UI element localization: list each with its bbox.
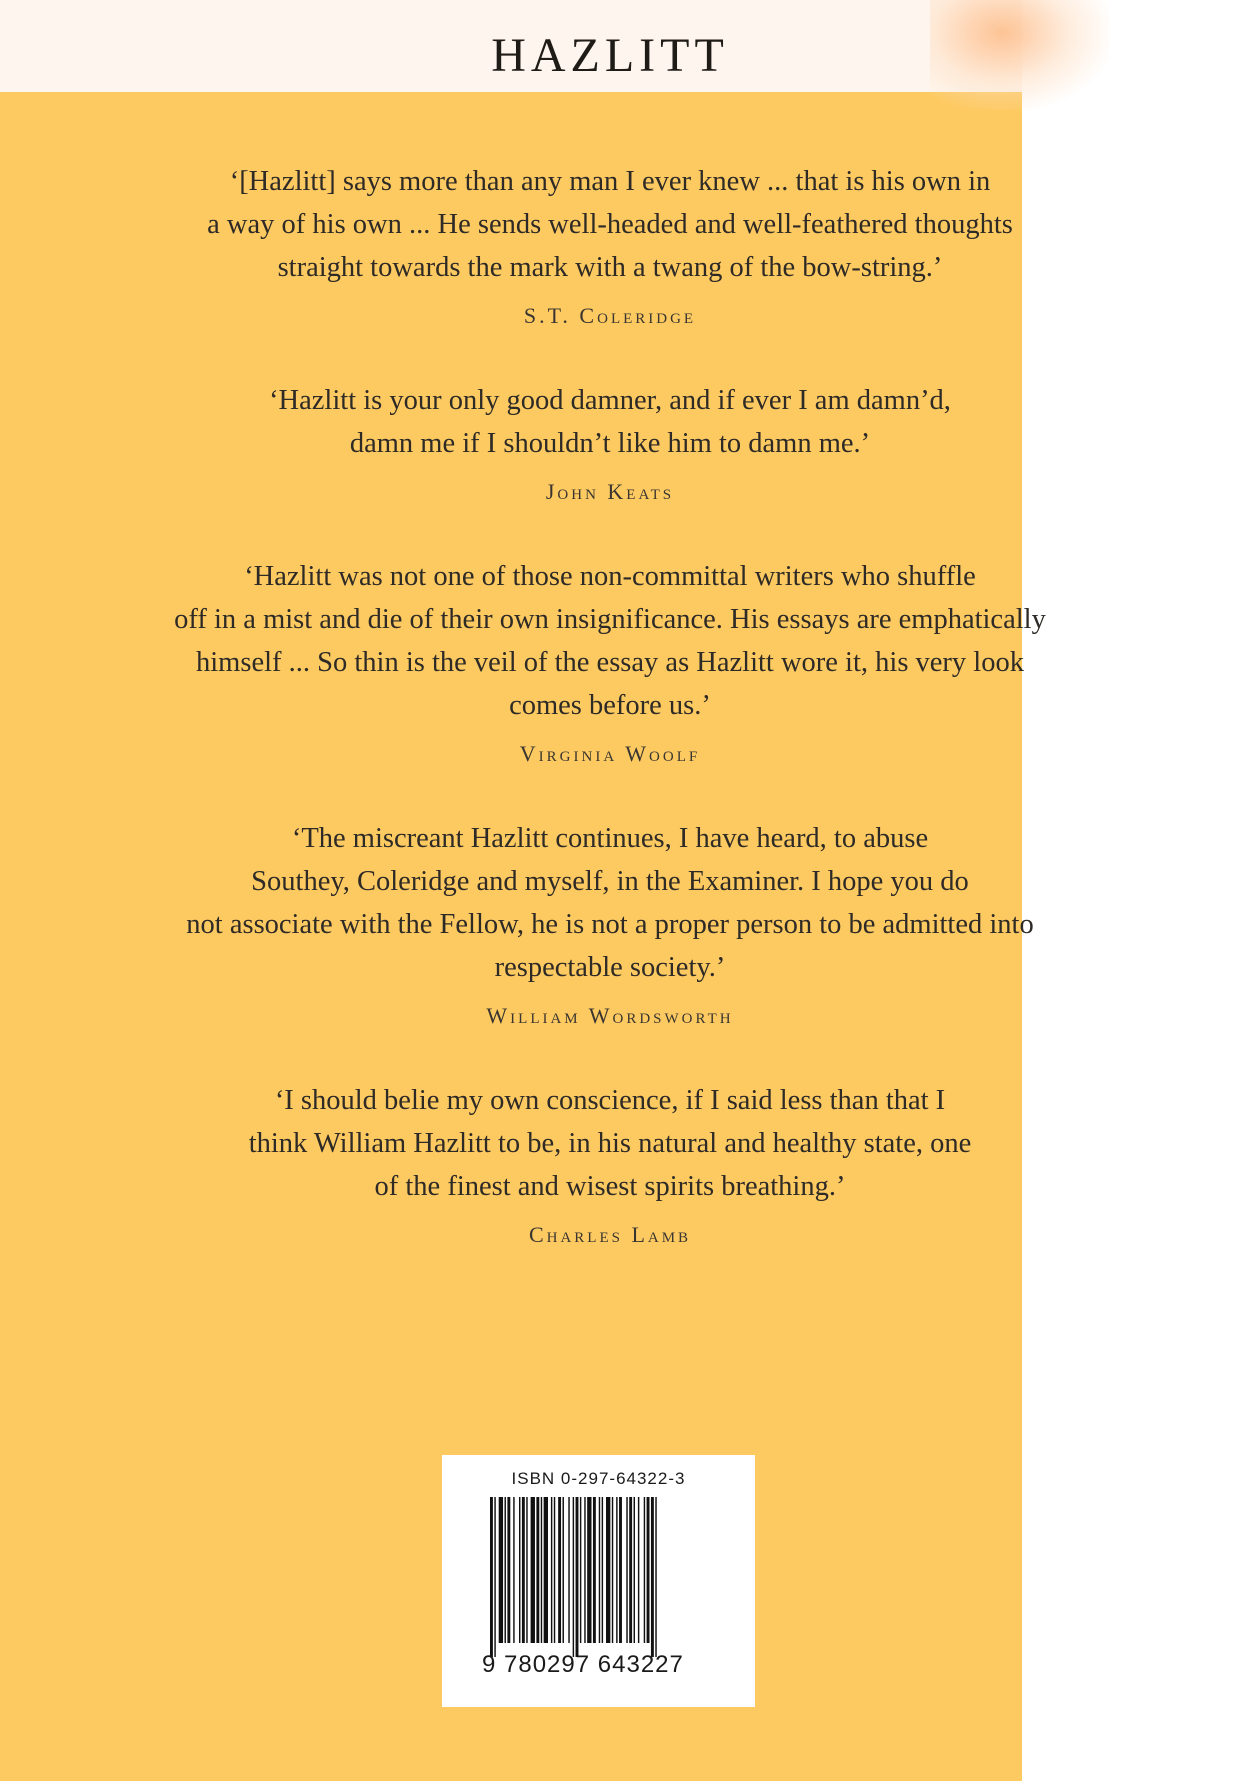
quote-wordsworth [0,817,1220,1029]
quote-lamb [0,1079,1220,1248]
quote-text [0,379,1220,465]
isbn-label: ISBN 0-297-64322-3 [511,1469,686,1488]
quote-line: ‘I should belie my own conscience, if I said less than that I [274,1085,946,1116]
barcode-digits: 9 780297 643227 [482,1651,684,1678]
barcode-bar [599,1497,600,1643]
barcode-bar [606,1497,610,1643]
barcode-bar [519,1497,520,1643]
barcode-bar [531,1497,535,1643]
barcode-bar [634,1497,635,1643]
barcode-bar [507,1497,510,1643]
barcode-bar [612,1497,613,1643]
barcode-bar [573,1497,574,1657]
barcode-bar [499,1497,503,1643]
quote-line: think William Hazlitt to be, in his natural and healthy state, one [248,1128,972,1159]
quote-attribution: Virginia Woolf [519,741,701,766]
barcode-bar [626,1497,627,1643]
quote-attribution: S.T. Coleridge [523,303,697,328]
barcode-bar [593,1497,596,1643]
barcode-bar [638,1497,639,1643]
quote-line: a way of his own ... He sends well-headed and well-feathered thoughts [207,209,1013,240]
quote-line: ‘Hazlitt was not one of those non-committal writers who shuffle [244,561,976,592]
barcode-bar [647,1497,650,1643]
barcode-bar [541,1497,542,1643]
quote-line: off in a mist and die of their own insignificance. His essays are emphatically [174,604,1046,635]
quote-text [0,1079,1220,1208]
barcode-bar [558,1497,561,1643]
barcode-bar [576,1497,579,1657]
quote-line: respectable society.’ [494,952,726,983]
barcode-bar [563,1497,564,1643]
barcode-bar [619,1497,622,1643]
quote-coleridge [0,160,1220,329]
barcode-bar [655,1497,656,1657]
barcode-bar [536,1497,539,1643]
book-title: HAZLITT [491,29,729,82]
barcode-bar [580,1497,581,1643]
barcode-bar [544,1497,548,1643]
quote-line: comes before us.’ [509,690,711,721]
quotes-section [0,160,1220,1298]
quote-line: of the finest and wisest spirits breathing.’ [374,1171,846,1202]
quote-text [0,160,1220,289]
quote-line: himself ... So thin is the veil of the essay as Hazlitt wore it, his very look [196,647,1024,678]
barcode-bar [568,1497,569,1643]
barcode-bar [513,1497,514,1643]
quote-line: damn me if I shouldn’t like him to damn me.’ [349,428,871,459]
barcode-bar [602,1497,603,1643]
barcode-bar [526,1497,527,1643]
quote-line: not associate with the Fellow, he is not a proper person to be admitted into [186,909,1034,940]
quote-keats [0,379,1220,505]
quote-text [0,555,1220,727]
barcode-bar [490,1497,493,1657]
barcode-icon [490,1497,706,1657]
barcode-bar [505,1497,506,1643]
quote-line: straight towards the mark with a twang of the bow-string.’ [277,252,943,283]
isbn-barcode-box [442,1455,755,1707]
quote-woolf [0,555,1220,767]
quote-line: ‘[Hazlitt] says more than any man I ever knew ... that is his own in [229,166,991,197]
barcode-bar [551,1497,552,1643]
barcode-bar [651,1497,654,1657]
quote-line: ‘The miscreant Hazlitt continues, I have heard, to abuse [291,823,929,854]
barcode-bar [616,1497,617,1643]
quote-attribution: Charles Lamb [528,1222,692,1247]
quote-line: ‘Hazlitt is your only good damner, and if ever I am damn’d, [269,385,951,416]
barcode-bar [522,1497,525,1643]
barcode-bar [587,1497,591,1643]
barcode-bar [629,1497,632,1643]
barcode-bar [494,1497,495,1657]
barcode-bar [554,1497,555,1643]
quote-text [0,817,1220,989]
barcode-bar [584,1497,585,1643]
quote-attribution: William Wordsworth [486,1003,734,1028]
barcode-bar [644,1497,645,1643]
quote-attribution: John Keats [545,479,675,504]
quote-line: Southey, Coleridge and myself, in the Examiner. I hope you do [251,866,969,897]
